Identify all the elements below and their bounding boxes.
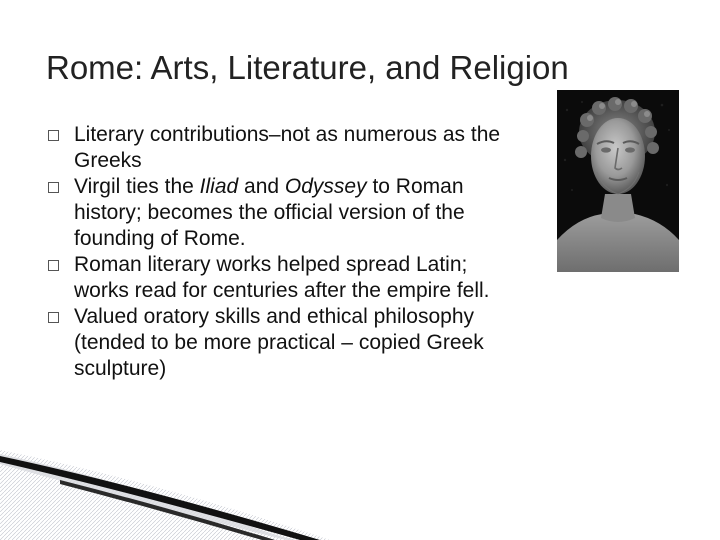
- slide-title: Rome: Arts, Literature, and Religion: [46, 49, 569, 86]
- bullet-text: Valued oratory skills and ethical philosophy (tended to be more practical – copied Greek sculpture): [74, 305, 484, 380]
- bullet-oratory-philosophy: [44, 304, 524, 382]
- odyssey-title: Odyssey: [284, 175, 367, 198]
- bullet-literary-contributions: [44, 122, 524, 174]
- bust-statue-icon: [557, 90, 679, 272]
- decorative-swoosh: [0, 440, 340, 540]
- bullet-box-icon: [48, 182, 59, 193]
- bullet-text: Virgil ties the: [74, 175, 200, 198]
- bullet-text: and: [238, 175, 285, 198]
- bullet-box-icon: [48, 130, 59, 141]
- bust-statue-image: [557, 90, 679, 272]
- bullet-text: Literary contributions–not as numerous as the Greeks: [74, 123, 501, 172]
- bullet-virgil: [44, 174, 524, 252]
- bullet-box-icon: [48, 260, 59, 271]
- bullet-roman-literary-works: [44, 252, 524, 304]
- iliad-title: Iliad: [199, 175, 239, 198]
- bullet-text: to Roman history; becomes the official version of the founding of Rome.: [74, 175, 465, 250]
- bullet-box-icon: [48, 312, 59, 323]
- bullet-text: Roman literary works helped spread Latin; works read for centuries after the empire fell.: [74, 253, 490, 302]
- bullet-list: [44, 122, 524, 382]
